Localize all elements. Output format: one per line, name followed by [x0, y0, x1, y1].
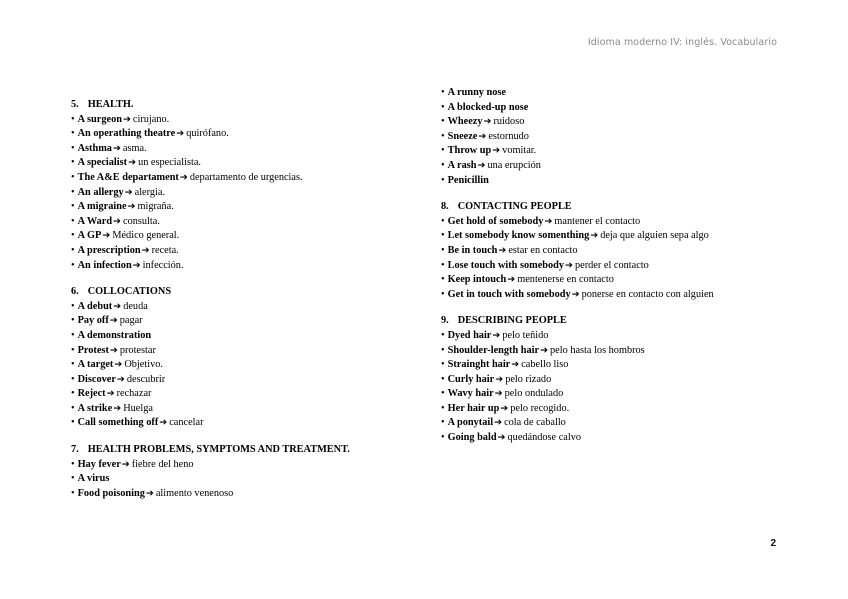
- bullet-icon: •: [441, 388, 445, 400]
- vocabulary-section: [71, 443, 451, 501]
- bullet-icon: •: [71, 359, 75, 371]
- bullet-icon: •: [71, 300, 75, 312]
- arrow-right-icon: ➔: [116, 373, 125, 385]
- translation-text: cabello liso: [521, 359, 569, 371]
- vocabulary-term: Strainght hair: [447, 359, 511, 371]
- vocabulary-term: A ponytail: [447, 417, 494, 429]
- section-number: 5.: [71, 99, 79, 110]
- list-item: [441, 288, 821, 303]
- translation-text: alergia.: [134, 186, 166, 198]
- translation-text: pelo ondulado: [504, 388, 564, 400]
- vocabulary-term: Wheezy: [447, 116, 483, 128]
- vocabulary-term: A debut: [77, 300, 113, 312]
- list-item: [441, 244, 821, 259]
- translation-text: mantener el contacto: [554, 215, 641, 227]
- translation-text: ponerse en contacto con alguien: [581, 288, 714, 300]
- bullet-icon: •: [441, 417, 445, 429]
- bullet-icon: •: [71, 113, 75, 125]
- vocabulary-section: [441, 200, 821, 302]
- list-item: [71, 127, 451, 142]
- translation-text: asma.: [122, 142, 147, 154]
- list-item: [71, 458, 451, 473]
- translation-text: quirófano.: [186, 128, 229, 140]
- list-item: [441, 431, 821, 446]
- list-item: [71, 171, 451, 186]
- bullet-icon: •: [71, 402, 75, 414]
- list-item: [441, 159, 821, 174]
- bullet-icon: •: [71, 344, 75, 356]
- arrow-right-icon: ➔: [483, 116, 492, 128]
- bullet-icon: •: [441, 373, 445, 385]
- translation-text: ruidoso: [493, 116, 525, 128]
- arrow-right-icon: ➔: [106, 388, 115, 400]
- section-title-text: DESCRIBING PEOPLE: [457, 315, 567, 327]
- arrow-right-icon: ➔: [113, 300, 122, 312]
- arrow-right-icon: ➔: [179, 171, 188, 183]
- arrow-right-icon: ➔: [590, 230, 599, 242]
- translation-text: perder el contacto: [575, 259, 649, 271]
- vocabulary-section: [441, 86, 821, 188]
- list-item: [71, 314, 451, 329]
- translation-text: protestar: [119, 344, 156, 356]
- arrow-right-icon: ➔: [571, 288, 580, 300]
- vocabulary-term: A specialist: [77, 157, 128, 169]
- vocabulary-list: [71, 300, 451, 431]
- arrow-right-icon: ➔: [565, 259, 574, 271]
- bullet-icon: •: [71, 186, 75, 198]
- bullet-icon: •: [441, 116, 445, 128]
- bullet-icon: •: [441, 288, 445, 300]
- list-item: [441, 329, 821, 344]
- vocabulary-term: A rash: [447, 159, 477, 171]
- arrow-right-icon: ➔: [477, 159, 486, 171]
- bullet-icon: •: [71, 201, 75, 213]
- vocabulary-term: Shoulder-length hair: [447, 344, 540, 356]
- section-title: [441, 200, 821, 215]
- bullet-icon: •: [71, 142, 75, 154]
- arrow-right-icon: ➔: [112, 142, 121, 154]
- vocabulary-term: Going bald: [447, 432, 497, 444]
- vocabulary-term: A surgeon: [77, 113, 122, 125]
- vocabulary-term: Penicillin: [447, 174, 489, 186]
- vocabulary-section: [71, 285, 451, 431]
- section-number: 9.: [441, 315, 449, 327]
- vocabulary-term: Sneeze: [447, 130, 478, 142]
- vocabulary-term: Curly hair: [447, 373, 495, 385]
- vocabulary-term: Wavy hair: [447, 388, 494, 400]
- translation-text: deja que alguien sepa algo: [600, 230, 709, 242]
- section-title: [71, 285, 451, 300]
- translation-text: una erupción: [487, 159, 541, 171]
- vocabulary-term: Keep intouch: [447, 274, 507, 286]
- vocabulary-term: A runny nose: [447, 87, 506, 98]
- bullet-icon: •: [441, 215, 445, 227]
- list-item: [441, 402, 821, 417]
- translation-text: alimento venenoso: [155, 487, 234, 499]
- translation-text: fiebre del heno: [131, 458, 194, 470]
- translation-text: departamento de urgencias.: [189, 171, 303, 183]
- arrow-right-icon: ➔: [102, 230, 111, 242]
- translation-text: receta.: [151, 244, 179, 256]
- translation-text: vomitar.: [502, 145, 537, 157]
- section-title: [441, 314, 821, 329]
- arrow-right-icon: ➔: [176, 128, 185, 140]
- section-number: 7.: [71, 444, 79, 456]
- vocabulary-term: Be in touch: [447, 244, 498, 256]
- vocabulary-list: [71, 113, 451, 274]
- bullet-icon: •: [71, 244, 75, 256]
- bullet-icon: •: [441, 432, 445, 444]
- bullet-icon: •: [71, 329, 75, 341]
- vocabulary-list: [441, 86, 821, 188]
- bullet-icon: •: [441, 344, 445, 356]
- bullet-icon: •: [71, 473, 75, 485]
- list-item: [71, 186, 451, 201]
- list-item: [71, 244, 451, 259]
- section-title: [71, 443, 451, 458]
- bullet-icon: •: [71, 128, 75, 140]
- bullet-icon: •: [441, 244, 445, 256]
- translation-text: cirujano.: [132, 113, 170, 125]
- bullet-icon: •: [441, 130, 445, 142]
- bullet-icon: •: [71, 487, 75, 499]
- translation-text: deuda: [123, 300, 148, 312]
- bullet-icon: •: [441, 145, 445, 157]
- bullet-icon: •: [441, 274, 445, 286]
- vocabulary-term: Protest: [77, 344, 109, 356]
- arrow-right-icon: ➔: [145, 487, 154, 499]
- bullet-icon: •: [71, 259, 75, 271]
- translation-text: quedándose calvo: [507, 432, 581, 444]
- arrow-right-icon: ➔: [141, 244, 150, 256]
- arrow-right-icon: ➔: [497, 432, 506, 444]
- arrow-right-icon: ➔: [492, 329, 501, 341]
- vocabulary-section: [441, 314, 821, 445]
- arrow-right-icon: ➔: [113, 215, 122, 227]
- bullet-icon: •: [71, 315, 75, 327]
- arrow-right-icon: ➔: [492, 145, 501, 157]
- list-item: [71, 358, 451, 373]
- arrow-right-icon: ➔: [113, 402, 122, 414]
- arrow-right-icon: ➔: [127, 201, 136, 213]
- arrow-right-icon: ➔: [124, 186, 133, 198]
- list-item: [71, 229, 451, 244]
- translation-text: infección.: [142, 259, 184, 271]
- translation-text: rechazar: [116, 388, 152, 400]
- bullet-icon: •: [71, 417, 75, 429]
- bullet-icon: •: [71, 157, 75, 169]
- bullet-icon: •: [441, 87, 445, 98]
- bullet-icon: •: [71, 215, 75, 227]
- bullet-icon: •: [71, 171, 75, 183]
- list-item: [71, 215, 451, 230]
- section-title: [71, 98, 451, 113]
- list-item: [71, 200, 451, 215]
- list-item: [441, 101, 821, 116]
- vocabulary-term: A strike: [77, 402, 113, 414]
- list-item: [71, 113, 451, 128]
- bullet-icon: •: [441, 329, 445, 341]
- list-item: [441, 358, 821, 373]
- vocabulary-term: Asthma: [77, 142, 112, 154]
- vocabulary-term: The A&E departament: [77, 171, 179, 183]
- bullet-icon: •: [441, 359, 445, 371]
- vocabulary-term: A migraine: [77, 201, 127, 213]
- vocabulary-term: Reject: [77, 388, 106, 400]
- bullet-icon: •: [441, 402, 445, 414]
- vocabulary-term: Food poisoning: [77, 487, 145, 499]
- arrow-right-icon: ➔: [498, 244, 507, 256]
- bullet-icon: •: [441, 101, 445, 113]
- vocabulary-term: A virus: [77, 473, 110, 485]
- list-item: [71, 402, 451, 417]
- list-item: [441, 259, 821, 274]
- vocabulary-section: [71, 98, 451, 273]
- section-title-text: COLLOCATIONS: [87, 286, 172, 298]
- list-item: [441, 215, 821, 230]
- section-number: 8.: [441, 201, 449, 213]
- left-column: [71, 98, 451, 501]
- list-item: [71, 300, 451, 315]
- arrow-right-icon: ➔: [109, 344, 118, 356]
- translation-text: consulta.: [123, 215, 160, 227]
- translation-text: pelo teñido: [502, 329, 549, 341]
- section-title-text: CONTACTING PEOPLE: [457, 201, 572, 213]
- list-item: [441, 344, 821, 359]
- bullet-icon: •: [71, 458, 75, 470]
- list-item: [71, 416, 451, 431]
- list-item: [441, 144, 821, 159]
- arrow-right-icon: ➔: [478, 130, 487, 142]
- list-item: [71, 472, 451, 487]
- arrow-right-icon: ➔: [511, 359, 520, 371]
- vocabulary-term: An operathing theatre: [77, 128, 176, 140]
- vocabulary-list: [441, 329, 821, 446]
- translation-text: descubrir: [126, 373, 166, 385]
- arrow-right-icon: ➔: [495, 373, 504, 385]
- list-item: [441, 174, 821, 189]
- list-item: [441, 115, 821, 130]
- arrow-right-icon: ➔: [507, 274, 516, 286]
- translation-text: cola de caballo: [504, 417, 566, 429]
- vocabulary-term: Get in touch with somebody: [447, 288, 571, 300]
- arrow-right-icon: ➔: [128, 157, 137, 169]
- translation-text: Objetivo.: [124, 359, 163, 371]
- bullet-icon: •: [71, 388, 75, 400]
- vocabulary-term: A prescription: [77, 244, 141, 256]
- vocabulary-term: Call something off: [77, 417, 159, 429]
- vocabulary-term: A GP: [77, 230, 102, 242]
- vocabulary-term: A blocked-up nose: [447, 101, 529, 113]
- vocabulary-term: Hay fever: [77, 458, 121, 470]
- list-item: [441, 86, 821, 101]
- list-item: [71, 259, 451, 274]
- list-item: [441, 130, 821, 145]
- vocabulary-term: Discover: [77, 373, 116, 385]
- list-item: [441, 387, 821, 402]
- vocabulary-list: [71, 458, 451, 502]
- bullet-icon: •: [441, 259, 445, 271]
- translation-text: mentenerse en contacto: [517, 274, 614, 286]
- translation-text: Médico general.: [112, 230, 180, 242]
- list-item: [71, 387, 451, 402]
- bullet-icon: •: [441, 230, 445, 242]
- arrow-right-icon: ➔: [494, 417, 503, 429]
- translation-text: cancelar: [169, 417, 204, 429]
- vocabulary-term: Get hold of somebody: [447, 215, 544, 227]
- arrow-right-icon: ➔: [494, 388, 503, 400]
- list-item: [441, 416, 821, 431]
- list-item: [71, 329, 451, 344]
- arrow-right-icon: ➔: [132, 259, 141, 271]
- vocabulary-list: [441, 215, 821, 303]
- document-header: Idioma moderno IV: inglés. Vocabulario: [587, 37, 777, 48]
- section-title-text: HEALTH PROBLEMS, SYMPTOMS AND TREATMENT.: [87, 444, 350, 456]
- list-item: [441, 273, 821, 288]
- arrow-right-icon: ➔: [540, 344, 549, 356]
- right-column: [441, 86, 821, 446]
- vocabulary-term: An infection: [77, 259, 132, 271]
- translation-text: migraña.: [137, 201, 174, 213]
- translation-text: pelo hasta los hombros: [550, 344, 645, 356]
- list-item: [71, 344, 451, 359]
- vocabulary-term: Her hair up: [447, 402, 500, 414]
- translation-text: pelo rizado: [505, 373, 552, 385]
- vocabulary-term: Dyed hair: [447, 329, 492, 341]
- arrow-right-icon: ➔: [109, 315, 118, 327]
- section-number: 6.: [71, 286, 79, 298]
- vocabulary-term: An allergy: [77, 186, 124, 198]
- vocabulary-term: Pay off: [77, 315, 109, 327]
- arrow-right-icon: ➔: [121, 458, 130, 470]
- list-item: [441, 373, 821, 388]
- translation-text: Huelga: [123, 402, 153, 414]
- translation-text: un especialista.: [138, 157, 201, 169]
- vocabulary-term: Throw up: [447, 145, 492, 157]
- bullet-icon: •: [71, 230, 75, 242]
- list-item: [71, 373, 451, 388]
- list-item: [71, 487, 451, 502]
- bullet-icon: •: [441, 174, 445, 186]
- vocabulary-term: A Ward: [77, 215, 113, 227]
- arrow-right-icon: ➔: [500, 402, 509, 414]
- vocabulary-term: Let somebody know somenthing: [447, 230, 590, 242]
- arrow-right-icon: ➔: [122, 113, 131, 125]
- arrow-right-icon: ➔: [114, 359, 123, 371]
- list-item: [71, 156, 451, 171]
- page-number: 2: [770, 538, 776, 549]
- translation-text: pagar: [119, 315, 143, 327]
- translation-text: estar en contacto: [508, 244, 578, 256]
- arrow-right-icon: ➔: [544, 215, 553, 227]
- translation-text: estornudo: [488, 130, 529, 142]
- arrow-right-icon: ➔: [159, 417, 168, 429]
- vocabulary-term: A demonstration: [77, 329, 152, 341]
- bullet-icon: •: [71, 373, 75, 385]
- section-title-text: HEALTH.: [87, 99, 134, 110]
- vocabulary-term: A target: [77, 359, 114, 371]
- list-item: [441, 229, 821, 244]
- list-item: [71, 142, 451, 157]
- vocabulary-term: Lose touch with somebody: [447, 259, 565, 271]
- translation-text: pelo recogido.: [510, 402, 570, 414]
- bullet-icon: •: [441, 159, 445, 171]
